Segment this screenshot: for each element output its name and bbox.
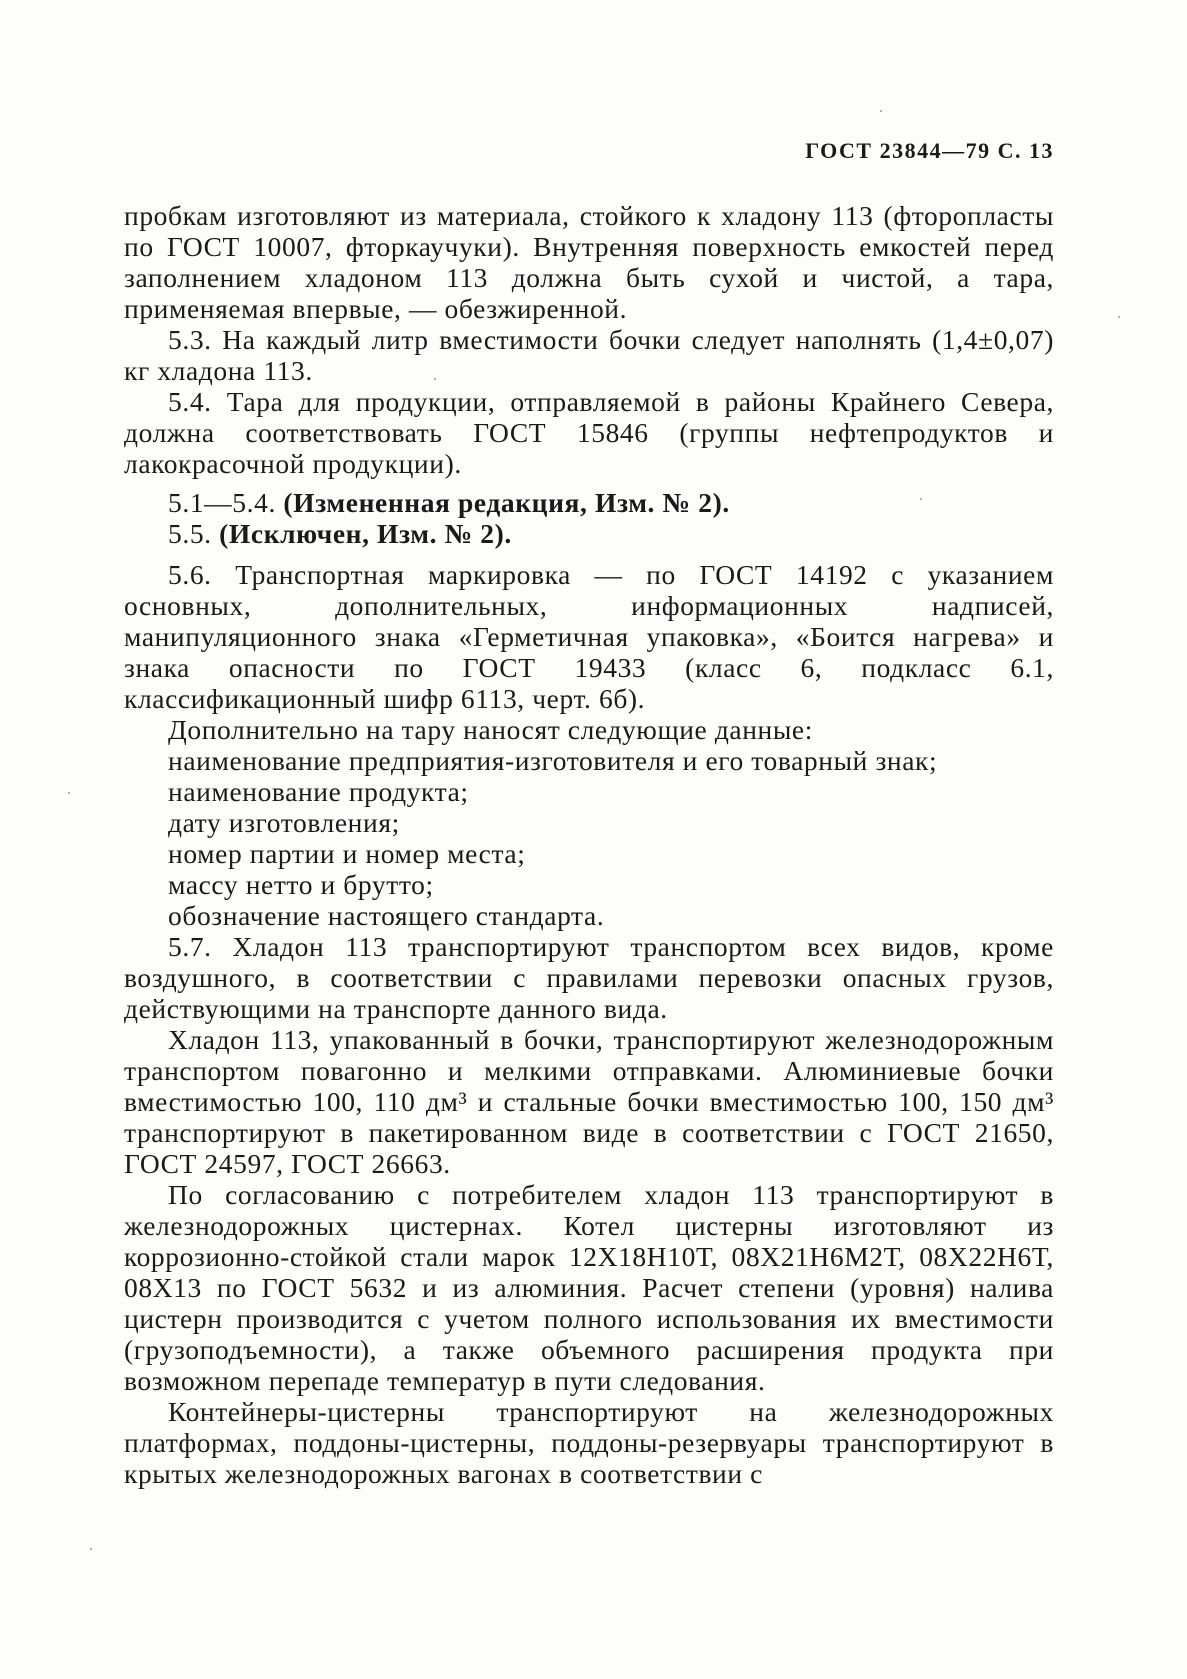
paragraph-5-3: 5.3. На каждый литр вместимости бочки следует наполнять (1,4±0,07) кг хладона 113.	[124, 324, 1054, 386]
list-item: наименование предприятия-изготовителя и его товарный знак;	[168, 745, 938, 776]
amendment-note: (Измененная редакция, Изм. № 2).	[283, 487, 730, 518]
paragraph-5-7-rail: Хладон 113, упакованный в бочки, транспортируют железнодорожным транспортом повагонно и мелкими отправками. Алюминиевые бочки вместимостью 100, 110 дм³ и стальные бочки вместимостью 100, 150 дм³ транспортируют в пакетированном виде в соответствии с ГОСТ 21650, ГОСТ 24597, ГОСТ 26663.	[124, 1024, 1054, 1179]
paragraph-5-4: 5.4. Тара для продукции, отправляемой в районы Крайнего Севера, должна соответствовать ГОСТ 15846 (группы нефтепродуктов и лакокрасочной продукции).	[124, 386, 1054, 479]
list-intro: Дополнительно на тару наносят следующие данные:	[168, 714, 813, 745]
list-item: обозначение настоящего стандарта.	[168, 900, 605, 931]
scan-speck	[90, 1548, 92, 1550]
amendment-note: (Исключен, Изм. № 2).	[219, 518, 512, 549]
scan-speck	[434, 378, 436, 380]
list-item: номер партии и номер места;	[168, 838, 526, 869]
list-item: наименование продукта;	[168, 776, 469, 807]
clause-number: 5.5.	[168, 518, 212, 549]
document-body	[124, 200, 1054, 1489]
paragraph-5-7: 5.7. Хладон 113 транспортируют транспортом всех видов, кроме воздушного, в соответствии с правилами перевозки опасных грузов, действующими на транспорте данного вида.	[124, 931, 1054, 1024]
list-item: дату изготовления;	[168, 807, 400, 838]
paragraph-5-5	[124, 518, 1054, 549]
paragraph-continued: пробкам изготовляют из материала, стойкого к хладону 113 (фторопласты по ГОСТ 10007, фторкаучуки). Внутренняя поверхность емкостей перед заполнением хладоном 113 должна быть сухой и чистой, а тара, применяемая впервые, — обезжиренной.	[124, 200, 1054, 324]
scan-speck	[920, 498, 922, 500]
scan-speck	[880, 110, 882, 112]
paragraph-5-1-5-4-note	[124, 487, 1054, 518]
clause-number: 5.1—5.4.	[168, 487, 276, 518]
scan-speck	[1118, 316, 1120, 318]
scan-speck	[68, 792, 70, 794]
paragraph-5-7-tanks: По согласованию с потребителем хладон 113 транспортируют в железнодорожных цистернах. Котел цистерны изготовляют из коррозионно-стойкой стали марок 12Х18Н10Т, 08Х21Н6М2Т, 08Х22Н6Т, 08Х13 по ГОСТ 5632 и из алюминия. Расчет степени (уровня) налива цистерн производится с учетом полного использования их вместимости (грузоподъемности), а также объемного расширения продукта при возможном перепаде температур в пути следования.	[124, 1179, 1054, 1396]
page-header: ГОСТ 23844—79 С. 13	[805, 138, 1054, 163]
paragraph-5-7-containers: Контейнеры-цистерны транспортируют на железнодорожных платформах, поддоны-цистерны, поддоны-резервуары транспортируют в крытых железнодорожных вагонах в соответствии с	[124, 1396, 1054, 1489]
paragraph-5-6: 5.6. Транспортная маркировка — по ГОСТ 14192 с указанием основных, дополнительных, информационных надписей, манипуляционного знака «Герметичная упаковка», «Боится нагрева» и знака опасности по ГОСТ 19433 (класс 6, подкласс 6.1, классификационный шифр 6113, черт. 6б).	[124, 559, 1054, 714]
list-item: массу нетто и брутто;	[168, 869, 434, 900]
